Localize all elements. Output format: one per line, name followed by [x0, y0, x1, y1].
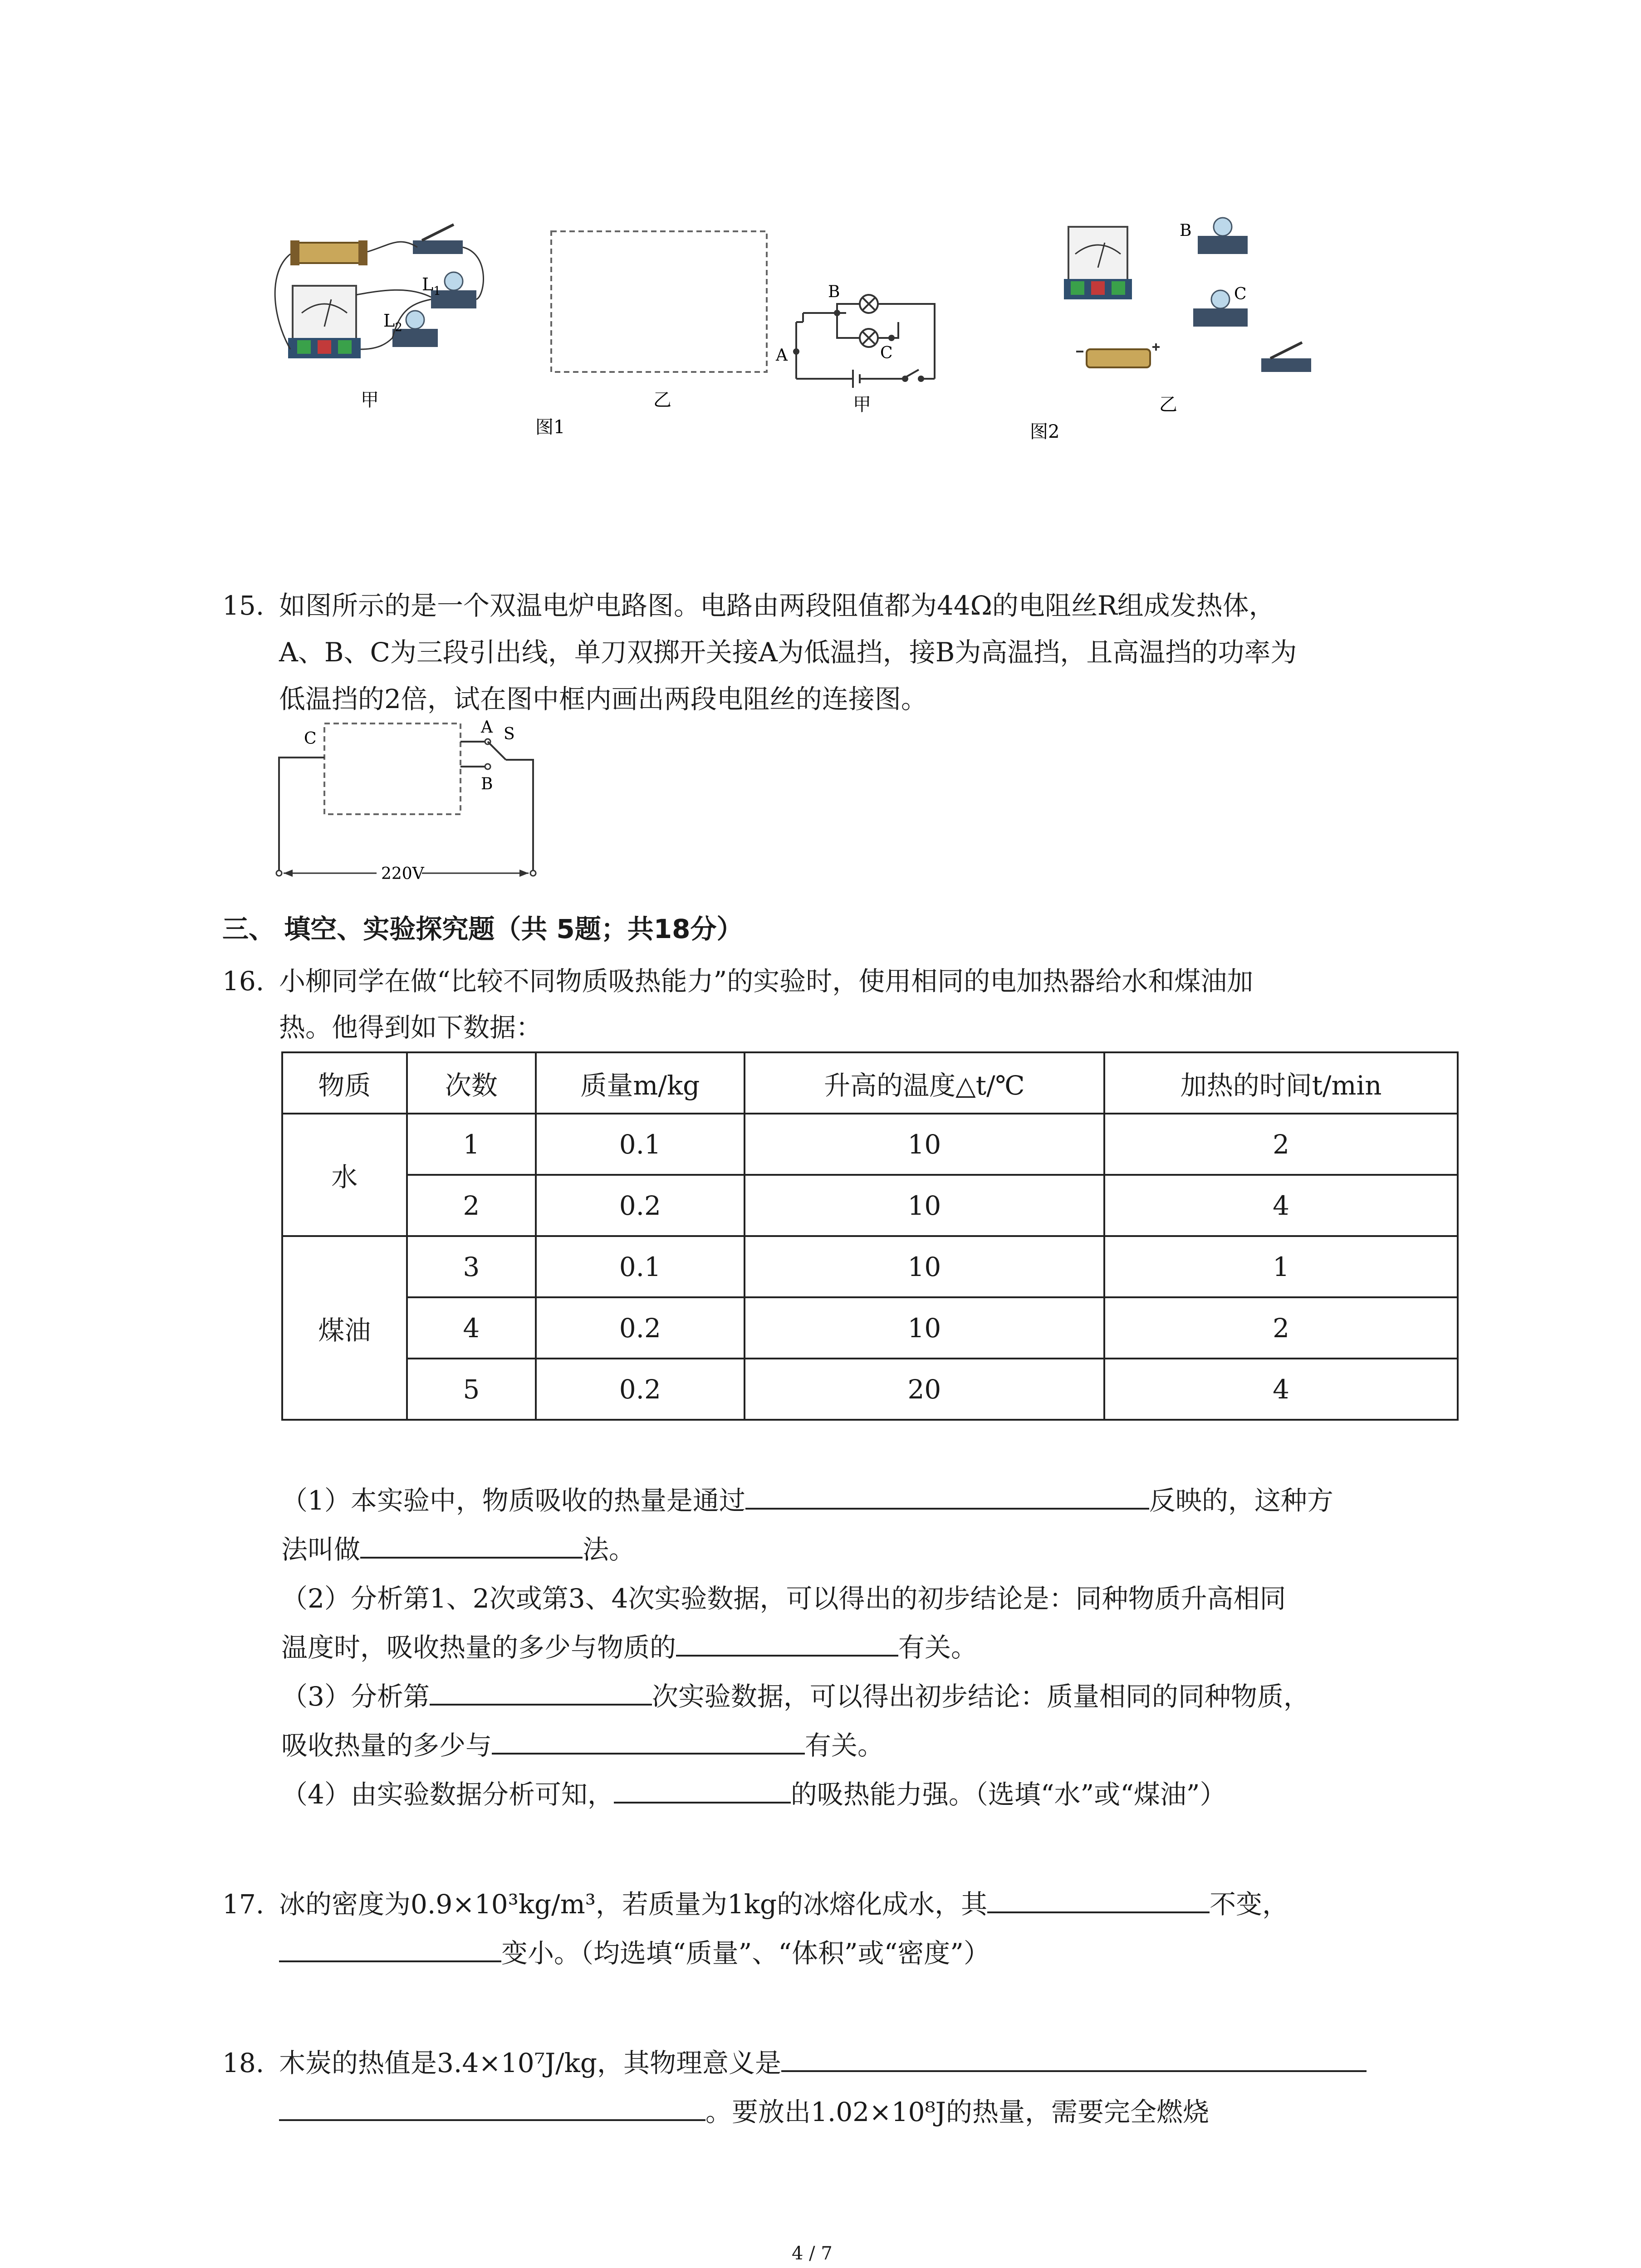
- q17-answer-blank-2[interactable]: [279, 1933, 501, 1962]
- table-cell: 4: [1104, 1359, 1458, 1420]
- q16-answer-blank-4[interactable]: [430, 1677, 652, 1706]
- q15-label-c: C: [304, 729, 317, 748]
- table-cell: 2: [1104, 1114, 1458, 1175]
- fig1-yi-label: 乙: [653, 390, 671, 411]
- q16-p2b: 温度时，吸收热量的多少与物质的: [281, 1632, 676, 1663]
- switch2-icon: [1261, 358, 1311, 372]
- q16-p1a: （1）本实验中，物质吸收的热量是通过: [281, 1485, 745, 1516]
- table-header: 升高的温度△t/℃: [745, 1052, 1105, 1114]
- lamp-l1-icon: [445, 272, 463, 290]
- table-header: 物质: [282, 1052, 407, 1114]
- table-cell: 0.2: [536, 1297, 744, 1359]
- q17-number: 17.: [222, 1889, 265, 1920]
- table-cell: 5: [407, 1359, 536, 1420]
- q15-switch: [488, 742, 506, 760]
- q16-line1: 小柳同学在做“比较不同物质吸热能力”的实验时，使用相同的电加热器给水和煤油加: [279, 966, 1254, 997]
- table-cell: 4: [407, 1297, 536, 1359]
- q16-part3-line2: [281, 1721, 884, 1769]
- fig2-jia-schematic: [796, 295, 935, 388]
- q16-answer-blank-6[interactable]: [614, 1774, 791, 1804]
- q16-p1c: 法叫做: [281, 1534, 361, 1565]
- fig2-caption: 图2: [1030, 421, 1060, 442]
- lamp-l2-icon: [406, 311, 424, 329]
- q16-p4a: （4）由实验数据分析可知，: [281, 1779, 614, 1810]
- q17-line2: 变小。（均选填“质量”、“体积”或“密度”）: [501, 1938, 990, 1969]
- q16-answer-blank-5[interactable]: [492, 1725, 805, 1755]
- q15-dashed-box: [324, 723, 460, 814]
- q15-label-s: S: [504, 725, 515, 743]
- table-cell-substance: 煤油: [282, 1236, 407, 1420]
- table-cell: 2: [407, 1175, 536, 1236]
- battery-icon: [295, 243, 363, 263]
- table-header: 质量m/kg: [536, 1052, 744, 1114]
- table-cell: 4: [1104, 1175, 1458, 1236]
- q16-p3d: 有关。: [805, 1730, 884, 1761]
- q18-line1: [279, 2039, 1367, 2087]
- fig2-yi-point-b: B: [1180, 221, 1192, 240]
- fig2-yi-components: [1064, 218, 1311, 372]
- q16-line2: 热。他得到如下数据：: [279, 1012, 543, 1043]
- table-row: [282, 1359, 1458, 1420]
- q16-number: 16.: [222, 966, 265, 997]
- q15-label-a: A: [481, 718, 493, 737]
- battery2-icon: [1087, 349, 1150, 367]
- q15-diagram: [272, 717, 544, 898]
- q17-line1a: 冰的密度为0.9×10³kg/m³，若质量为1kg的冰熔化成水，其: [279, 1889, 988, 1920]
- q17-line2-wrap: [279, 1929, 990, 1977]
- table-header-row: [282, 1052, 1458, 1114]
- q18-line1a: 木炭的热值是3.4×10⁷J/kg，其物理意义是: [279, 2048, 781, 2078]
- q16-p3c: 吸收热量的多少与: [281, 1730, 492, 1761]
- q18-line2-wrap: [279, 2088, 1209, 2136]
- table-cell: 20: [745, 1359, 1105, 1420]
- fig2-yi-point-c: C: [1234, 285, 1247, 303]
- q16-data-table: [281, 1051, 1459, 1421]
- q16-p4b: 的吸热能力强。（选填“水”或“煤油”）: [790, 1779, 1226, 1810]
- q18-answer-blank-1[interactable]: [781, 2043, 1367, 2072]
- meter2-icon: [1068, 227, 1127, 281]
- lamp-l1-label: $L_1$: [422, 274, 441, 298]
- section3-title: 三、 填空、实验探究题（共 5题；共18分）: [222, 914, 743, 944]
- fig1-yi-dashed-box: [551, 231, 767, 372]
- q17-answer-blank-1[interactable]: [987, 1884, 1210, 1913]
- table-cell: 10: [745, 1114, 1105, 1175]
- fig1-jia-circuit: [275, 225, 483, 358]
- q18-answer-blank-2[interactable]: [279, 2092, 705, 2121]
- q15-label-b: B: [481, 775, 493, 793]
- table-header: 次数: [407, 1052, 536, 1114]
- table-cell: 10: [745, 1297, 1105, 1359]
- q16-part3-line1: [281, 1672, 1310, 1721]
- table-row: [282, 1175, 1458, 1236]
- table-cell-substance: 水: [282, 1114, 407, 1236]
- q15-line3: 低温挡的2倍，试在图中框内画出两段电阻丝的连接图。: [279, 684, 927, 714]
- q16-part1-line2: [281, 1525, 635, 1574]
- q17-line1: [279, 1880, 1288, 1928]
- q17-line1b: 不变，: [1210, 1889, 1289, 1920]
- table-cell: 3: [407, 1236, 536, 1297]
- table-cell: 2: [1104, 1297, 1458, 1359]
- figures-row: [0, 0, 1641, 476]
- q16-p1b: 反映的，这种方: [1149, 1485, 1333, 1516]
- figures-svg: [0, 0, 1641, 476]
- lamp-l2-label: $L_2$: [383, 311, 402, 334]
- q15-line1: 如图所示的是一个双温电炉电路图。电路由两段阻值都为44Ω的电阻丝R组成发热体，: [279, 590, 1275, 621]
- table-cell: 1: [1104, 1236, 1458, 1297]
- table-cell: 10: [745, 1175, 1105, 1236]
- fig2-point-c: C: [880, 344, 893, 362]
- q16-part4-line1: [281, 1770, 1226, 1818]
- fig2-point-b: B: [828, 283, 840, 301]
- fig2-jia-label: 甲: [853, 394, 871, 415]
- fig2-point-a: A: [776, 346, 788, 365]
- q15-number: 15.: [222, 590, 265, 621]
- q18-line2: 。要放出1.02×10⁸J的热量，需要完全燃烧: [705, 2097, 1210, 2127]
- fig1-jia-label: 甲: [361, 390, 379, 411]
- q16-part1-line1: [281, 1476, 1333, 1525]
- fig1-caption: 图1: [535, 417, 565, 438]
- table-cell: 1: [407, 1114, 536, 1175]
- table-header: 加热的时间t/min: [1104, 1052, 1458, 1114]
- q16-answer-blank-1[interactable]: [745, 1481, 1149, 1510]
- table-cell: 0.1: [536, 1236, 744, 1297]
- page-number: 4 / 7: [792, 2243, 833, 2264]
- table-row: [282, 1114, 1458, 1175]
- table-cell: 0.2: [536, 1175, 744, 1236]
- lamp-c-icon: [1211, 290, 1230, 308]
- table-cell: 0.1: [536, 1114, 744, 1175]
- table-cell: 10: [745, 1236, 1105, 1297]
- q16-p3a: （3）分析第: [281, 1681, 430, 1712]
- q16-part2-line2: [281, 1623, 977, 1672]
- q16-answer-blank-2[interactable]: [360, 1530, 583, 1559]
- q15-label-voltage: 220V: [381, 865, 424, 883]
- q16-p1d: 法。: [583, 1534, 636, 1565]
- q16-p2c: 有关。: [898, 1632, 978, 1663]
- table-cell: 0.2: [536, 1359, 744, 1420]
- fig2-yi-label: 乙: [1159, 394, 1177, 415]
- q16-answer-blank-3[interactable]: [676, 1628, 898, 1657]
- lamp-b-icon: [1214, 218, 1232, 236]
- q18-number: 18.: [222, 2048, 265, 2078]
- q16-p3b: 次实验数据，可以得出初步结论：质量相同的同种物质，: [652, 1681, 1310, 1712]
- table-row: [282, 1297, 1458, 1359]
- table-row: [282, 1236, 1458, 1297]
- q16-part2-line1: （2）分析第1、2次或第3、4次实验数据，可以得出的初步结论是：同种物质升高相同: [281, 1583, 1286, 1614]
- q15-line2: A、B、C为三段引出线，单刀双掷开关接A为低温挡，接B为高温挡，且高温挡的功率为: [279, 637, 1297, 668]
